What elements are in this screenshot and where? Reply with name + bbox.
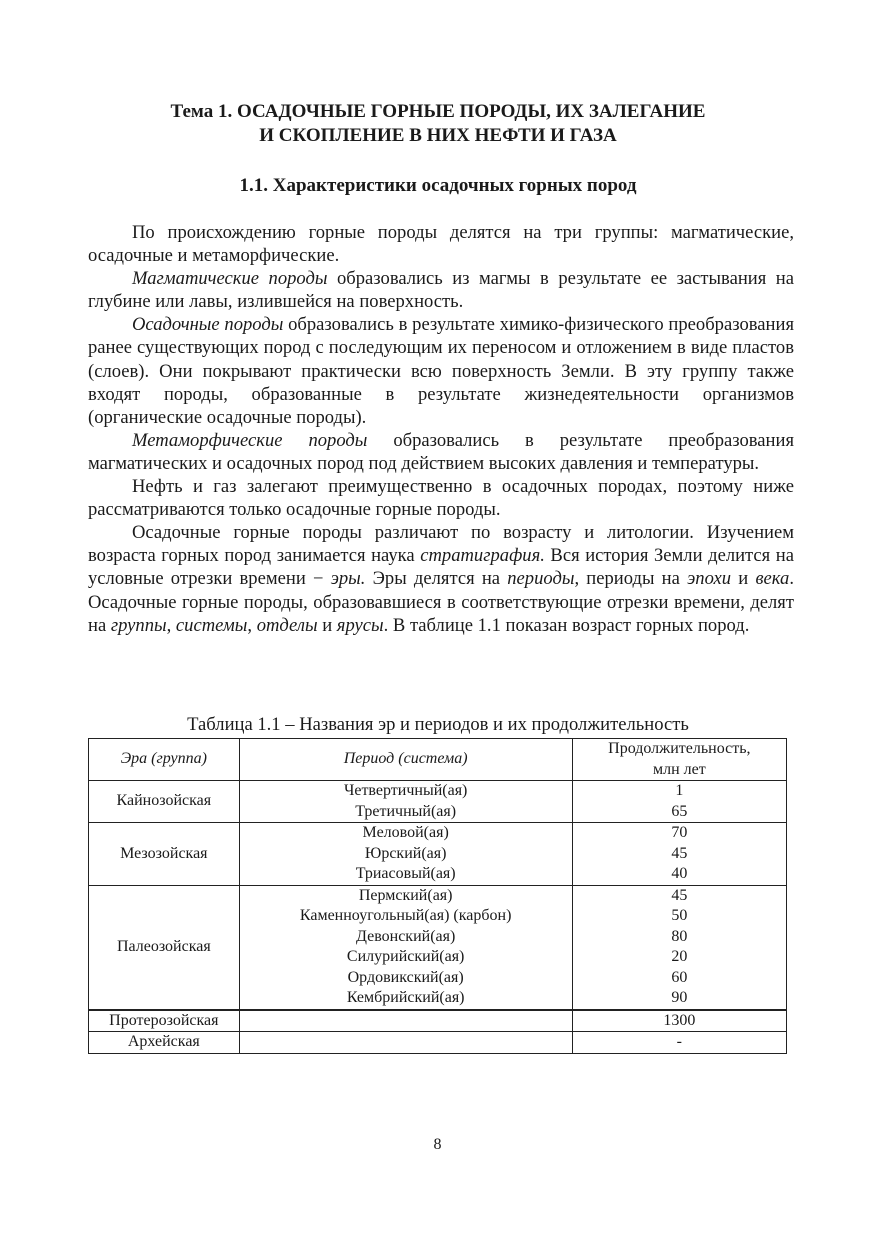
paragraph-3-text: образовались в результате химико-физического преобразования ранее существующих пород с последующим их переносом и отложением в виде пластов (слоев). Они покрывают практически всю поверхность Земли. В эту группу также входят породы, образованные в результате жизнедеятельности организмов (органические осадочные породы). [88, 314, 794, 428]
duration-value: 45 [671, 844, 688, 862]
period-cell [239, 885, 572, 1010]
p6-text-5: и [731, 568, 756, 590]
header-era: Эра (группа) [89, 739, 240, 781]
duration-cell [572, 781, 786, 823]
term-divisions: отделы [256, 614, 318, 636]
paragraph-2-text: образовались из магмы в результате ее застывания на глубине или лавы, излившейся на поверхность. [88, 268, 794, 313]
duration-value: 90 [671, 989, 688, 1006]
p6-text-6: . Осадочные горные породы, образовавшиеся в соответствующие отрезки времени, делят на [88, 568, 794, 636]
p6-text-9: и [317, 614, 337, 636]
duration-value: 60 [671, 968, 688, 986]
era-cell: Мезозойская [89, 823, 240, 886]
era-cell: Архейская [89, 1032, 240, 1054]
duration-cell [572, 885, 786, 1010]
table-row [89, 885, 787, 1010]
period-cell [239, 823, 572, 886]
term-systems: системы [175, 614, 248, 636]
paragraph-4-text: образовались в результате преобразования магматических и осадочных пород под действием высоких давления и температуры. [88, 429, 795, 474]
chapter-heading-line-1: Тема 1. ОСАДОЧНЫЕ ГОРНЫЕ ПОРОДЫ, ИХ ЗАЛЕГАНИЕ [170, 101, 706, 122]
period-name: Ордовикский(ая) [347, 968, 464, 986]
table-row [89, 1010, 787, 1032]
header-duration-line-1: Продолжительность, [608, 740, 751, 757]
body-text [88, 221, 794, 637]
section-title: 1.1. Характеристики осадочных горных пород [239, 175, 637, 196]
paragraph-6 [88, 521, 794, 636]
term-ages: века [755, 568, 790, 590]
p6-text-3: Эры делятся на [365, 568, 508, 590]
duration-value: 50 [671, 907, 688, 924]
paragraph-4 [88, 429, 794, 475]
term-stages: ярусы [336, 614, 384, 636]
p6-text-10: . В таблице 1.1 показан возраст горных пород. [383, 614, 750, 636]
paragraph-1: По происхождению горные породы делятся на три группы: магматические, осадочные и метаморфические. [88, 222, 794, 267]
duration-value: 1 [675, 782, 684, 799]
p6-text-7: , [166, 614, 176, 636]
term-metamorphic: Метаморфические породы [132, 429, 368, 451]
period-name: Меловой(ая) [362, 824, 449, 841]
period-name: Силурийский(ая) [346, 948, 465, 965]
period-name: Девонский(ая) [355, 927, 456, 945]
term-groups: группы [110, 614, 167, 636]
period-name: Юрский(ая) [364, 844, 447, 862]
p6-text-4: , периоды на [574, 568, 688, 590]
duration-value: 20 [671, 948, 688, 965]
header-duration [572, 739, 786, 781]
term-periods: периоды [507, 568, 575, 590]
eras-table [88, 738, 787, 1054]
p6-text-2: Вся история Земли делится на условные отрезки времени − [88, 545, 794, 590]
header-period: Период (система) [239, 739, 572, 781]
paragraph-5: Нефть и газ залегают преимущественно в осадочных породах, поэтому ниже рассматриваются только осадочные горные породы. [88, 476, 794, 521]
table-caption: Таблица 1.1 – Названия эр и периодов и их продолжительность [187, 714, 689, 735]
duration-value: 45 [671, 886, 688, 904]
duration-value: 65 [671, 802, 688, 820]
period-name: Каменноугольный(ая) (карбон) [299, 907, 512, 924]
duration-value: 70 [671, 824, 688, 841]
page-number: 8 [433, 1136, 442, 1153]
period-cell [239, 781, 572, 823]
period-name: Кембрийский(ая) [346, 989, 465, 1006]
p6-text-8: , [247, 614, 257, 636]
term-sedimentary: Осадочные породы [132, 314, 284, 336]
table-row [89, 1032, 787, 1054]
duration-cell: - [572, 1032, 786, 1054]
term-magmatic: Магматические породы [132, 268, 328, 290]
term-stratigraphy: стратиграфия. [420, 545, 545, 567]
era-cell: Протерозойская [89, 1010, 240, 1032]
era-cell: Палеозойская [89, 885, 240, 1010]
era-cell: Кайнозойская [89, 781, 240, 823]
period-name: Пермский(ая) [358, 886, 453, 904]
header-duration-line-2: млн лет [652, 760, 706, 778]
period-name: Триасовый(ая) [355, 865, 456, 882]
period-cell [239, 1032, 572, 1054]
duration-value: 40 [671, 865, 688, 882]
chapter-heading [88, 100, 788, 148]
table-header-row [89, 739, 787, 781]
table-row [89, 781, 787, 823]
period-cell [239, 1010, 572, 1032]
paragraph-2 [88, 267, 794, 313]
term-epochs: эпохи [687, 568, 732, 590]
period-name: Четвертичный(ая) [343, 782, 468, 799]
p6-text-1: Осадочные горные породы различают по возрасту и литологии. Изучением возраста горных пород занимается наука [88, 522, 794, 567]
period-name: Третичный(ая) [355, 802, 457, 820]
duration-cell: 1300 [572, 1010, 786, 1032]
duration-value: 80 [671, 927, 688, 945]
chapter-heading-line-2: И СКОПЛЕНИЕ В НИХ НЕФТИ И ГАЗА [259, 125, 617, 146]
table-row [89, 823, 787, 886]
duration-cell [572, 823, 786, 886]
paragraph-3 [88, 313, 794, 428]
term-eras: эры. [330, 568, 366, 590]
